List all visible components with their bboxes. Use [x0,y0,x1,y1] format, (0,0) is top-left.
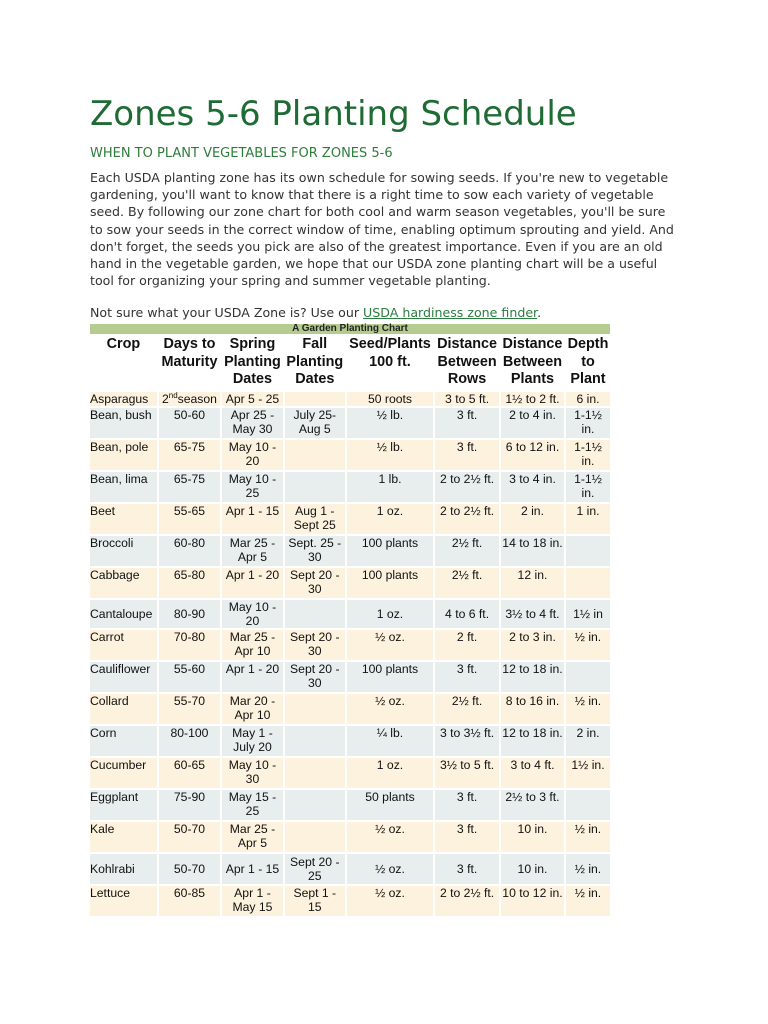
days-to-maturity: 80-100 [159,726,220,756]
page-title: Zones 5-6 Planting Schedule [90,94,577,134]
column-header: Fall Planting Dates [285,336,345,390]
plant-distance: 8 to 16 in. [501,694,564,724]
zone-question [90,304,541,321]
days-to-maturity: 60-85 [159,886,220,916]
plant-distance: 10 in. [501,822,564,852]
fall-planting-dates [285,758,345,788]
crop-name: Beet [90,504,157,534]
crop-name: Bean, lima [90,472,157,502]
planting-depth [566,536,610,566]
fall-planting-dates [285,392,345,406]
plant-distance: 2 to 4 in. [501,408,564,438]
table-row [90,440,610,470]
seed-per-100ft: ½ lb. [347,440,433,470]
crop-name: Carrot [90,630,157,660]
planting-chart-table [88,322,612,918]
days-to-maturity: 75-90 [159,790,220,820]
days-to-maturity: 50-70 [159,854,220,884]
table-row [90,568,610,598]
seed-per-100ft: 100 plants [347,568,433,598]
seed-per-100ft: ½ oz. [347,854,433,884]
fall-planting-dates: Sept 20 - 30 [285,630,345,660]
seed-per-100ft: 50 roots [347,392,433,406]
row-distance: 3 ft. [435,854,499,884]
crop-name: Kohlrabi [90,854,157,884]
intro-line: hand in the vegetable garden, we hope that our USDA zone planting chart will be a useful [90,256,658,272]
spring-planting-dates: May 10 - 30 [222,758,283,788]
seed-per-100ft: ¼ lb. [347,726,433,756]
table-row [90,536,610,566]
crop-name: Broccoli [90,536,157,566]
column-header: Spring Planting Dates [222,336,283,390]
intro-line: don't forget, the seeds you pick are also of the greatest importance. Even if you are an old [90,238,663,254]
spring-planting-dates: Mar 25 - Apr 10 [222,630,283,660]
spring-planting-dates: Mar 25 - Apr 5 [222,822,283,852]
seed-per-100ft: 100 plants [347,662,433,692]
row-distance: 3 to 5 ft. [435,392,499,406]
row-distance: 2 to 2½ ft. [435,472,499,502]
row-distance: 2 ft. [435,630,499,660]
spring-planting-dates: Apr 5 - 25 [222,392,283,406]
days-to-maturity: 80-90 [159,600,220,628]
spring-planting-dates: Apr 1 - 15 [222,504,283,534]
intro-line: to sow your seeds in the correct window of time, enabling optimum sprouting and yield. And [90,221,674,237]
crop-name: Bean, pole [90,440,157,470]
table-row [90,600,610,628]
column-header: Depth to Plant [566,336,610,390]
table-row [90,472,610,502]
row-distance: 3 ft. [435,408,499,438]
crop-name: Eggplant [90,790,157,820]
planting-depth: 1-1½ in. [566,440,610,470]
seed-per-100ft: 50 plants [347,790,433,820]
planting-depth: 1 in. [566,504,610,534]
row-distance: 4 to 6 ft. [435,600,499,628]
crop-name: Lettuce [90,886,157,916]
planting-depth: ½ in. [566,854,610,884]
fall-planting-dates: Aug 1 - Sept 25 [285,504,345,534]
planting-depth: 1-1½ in. [566,408,610,438]
days-to-maturity: 65-75 [159,472,220,502]
plant-distance: 1½ to 2 ft. [501,392,564,406]
fall-planting-dates [285,790,345,820]
row-distance: 3 ft. [435,440,499,470]
plant-distance: 2½ to 3 ft. [501,790,564,820]
spring-planting-dates: Apr 1 - 20 [222,568,283,598]
plant-distance: 10 in. [501,854,564,884]
table-row [90,504,610,534]
plant-distance: 12 in. [501,568,564,598]
crop-name: Bean, bush [90,408,157,438]
spring-planting-dates: Apr 25 - May 30 [222,408,283,438]
seed-per-100ft: 1 oz. [347,504,433,534]
table-row [90,662,610,692]
fall-planting-dates: July 25- Aug 5 [285,408,345,438]
table-row [90,630,610,660]
fall-planting-dates [285,822,345,852]
spring-planting-dates: May 10 - 25 [222,472,283,502]
crop-name: Kale [90,822,157,852]
planting-depth [566,568,610,598]
planting-depth: ½ in. [566,886,610,916]
spring-planting-dates: Mar 20 - Apr 10 [222,694,283,724]
days-to-maturity: 55-60 [159,662,220,692]
spring-planting-dates: Mar 25 - Apr 5 [222,536,283,566]
fall-planting-dates [285,472,345,502]
plant-distance: 3 to 4 in. [501,472,564,502]
intro-line: Each USDA planting zone has its own schedule for sowing seeds. If you're new to vegetable [90,170,669,185]
planting-depth: 1½ in [566,600,610,628]
chart-header-row [90,336,610,390]
seed-per-100ft: ½ lb. [347,408,433,438]
seed-per-100ft: 100 plants [347,536,433,566]
planting-depth: 1-1½ in. [566,472,610,502]
table-row [90,758,610,788]
planting-depth: ½ in. [566,630,610,660]
plant-distance: 2 to 3 in. [501,630,564,660]
zone-question-suffix: . [537,305,542,320]
planting-depth: 6 in. [566,392,610,406]
row-distance: 3 ft. [435,790,499,820]
column-header: Distance Between Rows [435,336,499,390]
table-row [90,694,610,724]
spring-planting-dates: Apr 1 - 20 [222,662,283,692]
row-distance: 3 ft. [435,662,499,692]
days-to-maturity: 65-75 [159,440,220,470]
days-to-maturity: 60-80 [159,536,220,566]
fall-planting-dates [285,440,345,470]
crop-name: Corn [90,726,157,756]
plant-distance: 12 to 18 in. [501,662,564,692]
days-to-maturity: 55-70 [159,694,220,724]
days-to-maturity: 50-70 [159,822,220,852]
spring-planting-dates: May 1 - July 20 [222,726,283,756]
planting-depth [566,790,610,820]
zone-question-text: Not sure what your USDA Zone is? Use our [90,305,364,320]
spring-planting-dates: Apr 1 - 15 [222,854,283,884]
row-distance: 3 to 3½ ft. [435,726,499,756]
days-to-maturity: 2ndseason [159,392,220,406]
column-header: Distance Between Plants [501,336,564,390]
seed-per-100ft: ½ oz. [347,630,433,660]
days-to-maturity: 70-80 [159,630,220,660]
crop-name: Asparagus [90,392,157,406]
days-to-maturity: 60-65 [159,758,220,788]
table-row [90,408,610,438]
fall-planting-dates [285,726,345,756]
planting-depth: ½ in. [566,822,610,852]
plant-distance: 12 to 18 in. [501,726,564,756]
spring-planting-dates: Apr 1 - May 15 [222,886,283,916]
intro-paragraph [90,169,690,289]
row-distance: 2½ ft. [435,536,499,566]
row-distance: 3 ft. [435,822,499,852]
table-row [90,854,610,884]
table-row [90,886,610,916]
planting-depth [566,662,610,692]
zone-finder-link[interactable]: USDA hardiness zone finder [363,305,538,320]
column-header: Seed/Plants 100 ft. [347,336,433,390]
seed-per-100ft: 1 lb. [347,472,433,502]
days-to-maturity: 65-80 [159,568,220,598]
plant-distance: 3 to 4 ft. [501,758,564,788]
crop-name: Collard [90,694,157,724]
page-subtitle: WHEN TO PLANT VEGETABLES FOR ZONES 5-6 [90,146,393,161]
column-header: Days to Maturity [159,336,220,390]
plant-distance: 10 to 12 in. [501,886,564,916]
days-to-maturity: 55-65 [159,504,220,534]
chart-caption: A Garden Planting Chart [90,324,610,334]
row-distance: 2½ ft. [435,694,499,724]
plant-distance: 2 in. [501,504,564,534]
row-distance: 2 to 2½ ft. [435,504,499,534]
intro-line: seed. By following our zone chart for both cool and warm season vegetables, you'll be sure [90,204,666,220]
days-to-maturity: 50-60 [159,408,220,438]
plant-distance: 3½ to 4 ft. [501,600,564,628]
fall-planting-dates [285,600,345,628]
seed-per-100ft: 1 oz. [347,600,433,628]
fall-planting-dates: Sept. 25 - 30 [285,536,345,566]
plant-distance: 14 to 18 in. [501,536,564,566]
row-distance: 2 to 2½ ft. [435,886,499,916]
crop-name: Cucumber [90,758,157,788]
crop-name: Cabbage [90,568,157,598]
row-distance: 2½ ft. [435,568,499,598]
crop-name: Cantaloupe [90,600,157,628]
table-row [90,392,610,406]
fall-planting-dates: Sept 20 - 30 [285,568,345,598]
spring-planting-dates: May 15 - 25 [222,790,283,820]
seed-per-100ft: 1 oz. [347,758,433,788]
fall-planting-dates: Sept 20 - 30 [285,662,345,692]
intro-line: tool for organizing your spring and summer vegetable planting. [90,273,491,289]
seed-per-100ft: ½ oz. [347,886,433,916]
seed-per-100ft: ½ oz. [347,694,433,724]
intro-line: gardening, you'll want to know that there is a right time to sow each variety of vegetable [90,187,654,203]
spring-planting-dates: May 10 - 20 [222,440,283,470]
column-header: Crop [90,336,157,390]
table-row [90,822,610,852]
table-row [90,726,610,756]
crop-name: Cauliflower [90,662,157,692]
seed-per-100ft: ½ oz. [347,822,433,852]
fall-planting-dates: Sept 1 - 15 [285,886,345,916]
fall-planting-dates [285,694,345,724]
plant-distance: 6 to 12 in. [501,440,564,470]
planting-depth: 1½ in. [566,758,610,788]
fall-planting-dates: Sept 20 - 25 [285,854,345,884]
spring-planting-dates: May 10 - 20 [222,600,283,628]
planting-depth: 2 in. [566,726,610,756]
planting-depth: ½ in. [566,694,610,724]
row-distance: 3½ to 5 ft. [435,758,499,788]
table-row [90,790,610,820]
